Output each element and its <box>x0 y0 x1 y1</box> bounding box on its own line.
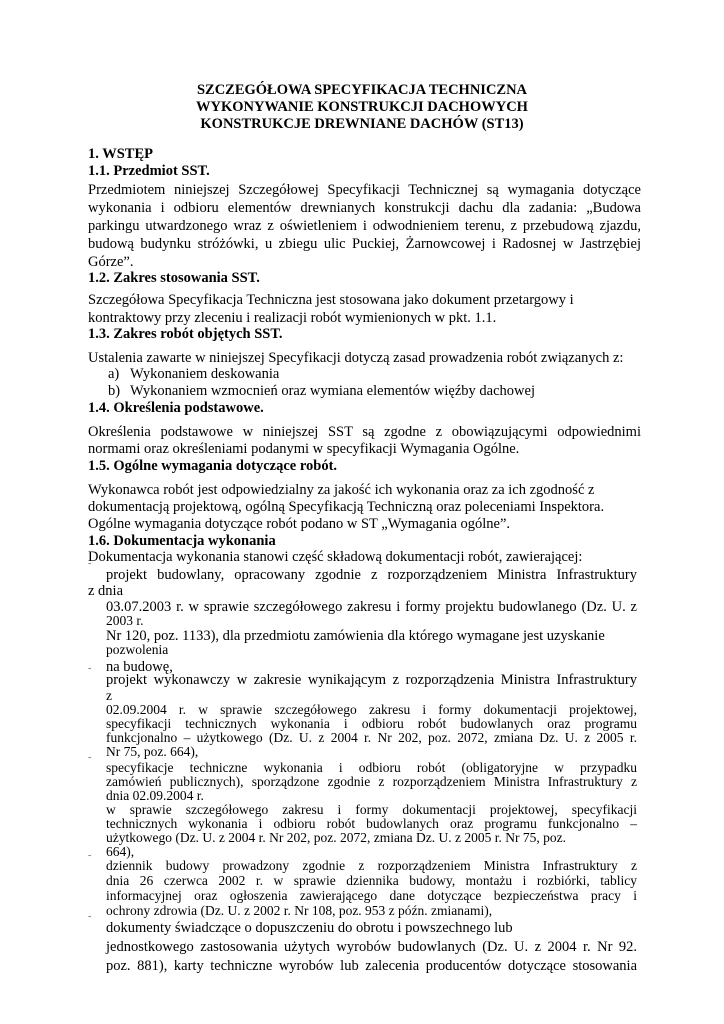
bullet-text: ochrony zdrowia (Dz. U. z 2002 r. Nr 108, poz. 953 z późn. zmianami), <box>106 903 493 918</box>
bullet-icon: ˜ <box>88 915 92 926</box>
paragraph-line: dokumentacją projektową, ogólną Specyfikacją Techniczną oraz poleceniami Inspektora. <box>88 499 605 515</box>
bullet-text: dokumenty świadczące o dopuszczeniu do obrotu i powszechnego lub <box>106 920 513 936</box>
paragraph-line: Górze”. <box>88 254 134 270</box>
bullet-text: Nr 120, poz. 1133), dla przedmiotu zamówienia dla którego wymagane jest uzyskanie <box>106 628 605 644</box>
bullet-icon: ˜ <box>88 854 92 865</box>
bullet-icon: ˜ <box>88 562 92 573</box>
bullet-text: z <box>106 688 112 703</box>
paragraph-line: kontraktowy przy zleceniu i realizacji robót wymienionych w pkt. 1.1. <box>88 310 497 326</box>
list-item-marker: b) <box>108 383 121 399</box>
bullet-text: 2003 r. <box>106 613 144 628</box>
section-heading-1-3: 1.3. Zakres robót objętych SST. <box>88 326 283 342</box>
bullet-icon: ˜ <box>88 667 92 678</box>
bullet-text: technicznych wykonania i odbioru robót budowlanych oraz programu funkcjonalno – <box>106 816 637 831</box>
paragraph-line: Dokumentacja wykonania stanowi część składową dokumentacji robót, zawierającej: <box>88 549 583 565</box>
paragraph-line: Określenia podstawowe w niniejszej SST są zgodne z obowiązującymi odpowiednimi <box>88 424 641 440</box>
bullet-text: jednostkowego zastosowania użytych wyrobów budowlanych (Dz. U. z 2004 r. Nr 92. <box>106 939 637 955</box>
bullet-text: dnia 26 czerwca 2002 r. w sprawie dziennika budowy, montażu i rozbiórki, tablicy <box>106 873 637 888</box>
section-heading-1-6: 1.6. Dokumentacja wykonania <box>88 533 276 549</box>
paragraph-line: wykonania i odbioru elementów drewnianych konstrukcji dachu dla zadania: „Budowa <box>88 200 641 216</box>
paragraph-line: parkingu utwardzonego wraz z oświetleniem i odwodnieniem terenu, z przebudową zjazdu, <box>88 218 641 234</box>
bullet-text: dziennik budowy prowadzony zgodnie z rozporządzeniem Ministra Infrastruktury z <box>106 858 637 873</box>
bullet-text: projekt budowlany, opracowany zgodnie z rozporządzeniem Ministra Infrastruktury <box>106 567 637 583</box>
paragraph-line: Szczegółowa Specyfikacja Techniczna jest stosowana jako dokument przetargowy i <box>88 292 574 308</box>
paragraph-line: normami oraz określeniami podanymi w specyfikacji Wymagania Ogólne. <box>88 441 520 457</box>
paragraph-line: Wykonawca robót jest odpowiedzialny za jakość ich wykonania oraz za ich zgodność z <box>88 482 595 498</box>
bullet-icon: ˜ <box>88 756 92 767</box>
list-item-marker: a) <box>108 366 120 382</box>
section-heading-1-1: 1.1. Przedmiot SST. <box>88 163 210 179</box>
paragraph-line: Ustalenia zawarte w niniejszej Specyfikacji dotyczą zasad prowadzenia robót związanych z: <box>88 350 624 366</box>
bullet-text: użytkowego (Dz. U. z 2004 r. Nr 202, poz. 2072, zmiana Dz. U. z 2005 r. Nr 75, poz. <box>106 830 567 845</box>
paragraph-line: Przedmiotem niniejszej Szczegółowej Specyfikacji Technicznej są wymagania dotyczące <box>88 182 641 198</box>
bullet-text: zamówień publicznych), sporządzone zgodnie z rozporządzeniem Ministra Infrastruktury z <box>106 774 637 789</box>
document-title-line-3: KONSTRUKCJE DREWNIANE DACHÓW (ST13) <box>200 116 524 132</box>
bullet-text: poz. 881), karty techniczne wyrobów lub zalecenia producentów dotyczące stosowania <box>106 958 637 974</box>
bullet-text: w sprawie szczegółowego zakresu i formy dokumentacji projektowej, specyfikacji <box>106 802 637 817</box>
bullet-text: 664), <box>106 844 135 859</box>
section-heading-1: 1. WSTĘP <box>88 146 154 162</box>
bullet-text: na budowę, <box>106 659 173 675</box>
document-title-line-2: WYKONYWANIE KONSTRUKCJI DACHOWYCH <box>196 99 528 115</box>
bullet-text: z dnia <box>88 583 124 599</box>
list-item: Wykonaniem deskowania <box>130 366 280 382</box>
section-heading-1-2: 1.2. Zakres stosowania SST. <box>88 270 260 286</box>
paragraph-line: budową budynku stróżówki, u zbiegu ulic Puckiej, Żarnowcowej i Radosnej w Jastrzębiej <box>88 236 641 252</box>
bullet-text: 02.09.2004 r. w sprawie szczegółowego zakresu i formy dokumentacji projektowej, <box>106 702 637 717</box>
bullet-text: 03.07.2003 r. w sprawie szczegółowego zakresu i formy projektu budowlanego (Dz. U. z <box>106 599 637 615</box>
section-heading-1-5: 1.5. Ogólne wymagania dotyczące robót. <box>88 458 338 474</box>
bullet-text: Nr 75, poz. 664), <box>106 744 199 759</box>
bullet-text: specyfikacje techniczne wykonania i odbioru robót (obligatoryjne w przypadku <box>106 760 637 775</box>
paragraph-line: Ogólne wymagania dotyczące robót podano w ST „Wymagania ogólne”. <box>88 516 511 532</box>
section-heading-1-4: 1.4. Określenia podstawowe. <box>88 400 264 416</box>
bullet-text: pozwolenia <box>106 642 169 657</box>
bullet-text: projekt wykonawczy w zakresie wynikającym z rozporządzenia Ministra Infrastruktury <box>106 672 637 688</box>
list-item: Wykonaniem wzmocnień oraz wymiana elementów więźby dachowej <box>130 383 535 399</box>
bullet-text: informacyjnej oraz ogłoszenia zawierającego dane dotyczące bezpieczeństwa pracy i <box>106 888 637 903</box>
bullet-text: specyfikacji technicznych wykonania i odbioru robót budowlanych oraz programu <box>106 716 637 731</box>
bullet-text: dnia 02.09.2004 r. <box>106 788 204 803</box>
document-title-line-1: SZCZEGÓŁOWA SPECYFIKACJA TECHNICZNA <box>196 82 528 98</box>
bullet-text: funkcjonalno – użytkowego (Dz. U. z 2004 r. Nr 202, poz. 2072, zmiana Dz. U. z 2005 r. <box>106 730 637 745</box>
